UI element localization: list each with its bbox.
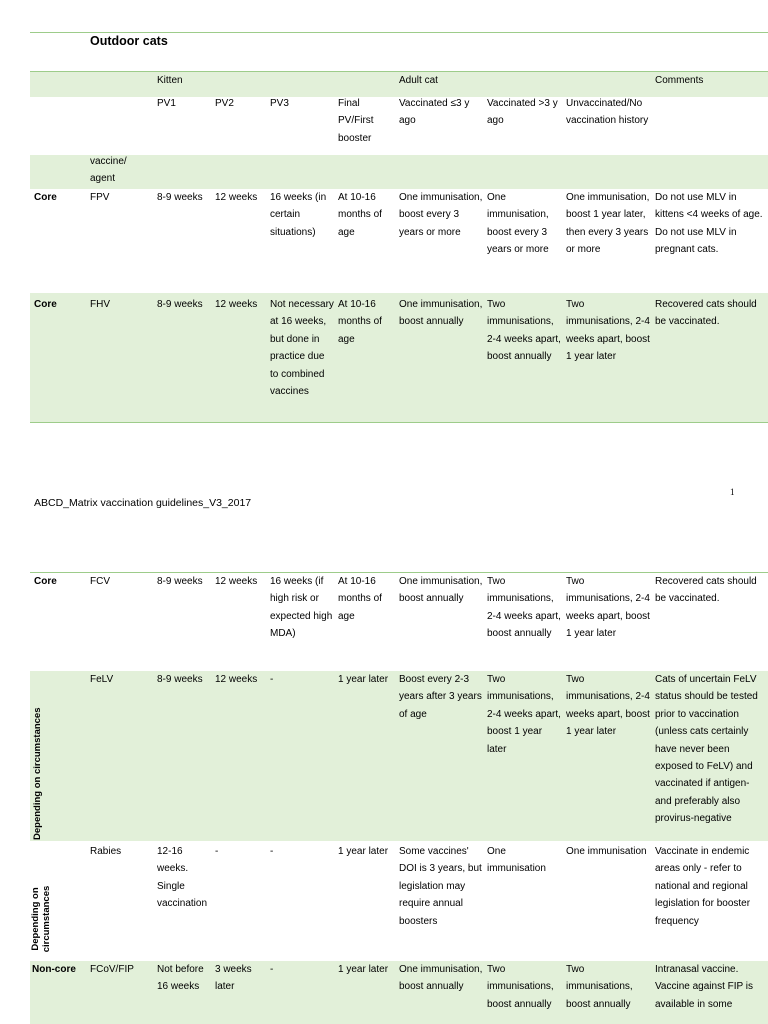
rule — [30, 71, 768, 72]
page-title: Outdoor cats — [90, 34, 168, 48]
row-category: Core — [34, 299, 57, 310]
row-final: At 10-16 months of age — [338, 299, 382, 345]
row-vacc-le3: Some vaccines' DOI is 3 years, but legislation may require annual boosters — [399, 846, 482, 927]
row-vacc-le3: Boost every 2-3 years after 3 years of age — [399, 674, 482, 720]
row-final: 1 year later — [338, 846, 389, 857]
row-pv2: 12 weeks — [215, 192, 258, 203]
row-pv3: - — [270, 674, 274, 685]
header-agent: vaccine/ agent — [90, 156, 127, 185]
row-category-vertical: Depending on circumstances — [32, 707, 43, 840]
row-final: At 10-16 months of age — [338, 192, 382, 238]
row-comments: Vaccinate in endemic areas only - refer to national and regional legislation for booster frequency — [655, 846, 751, 927]
header-comments: Comments — [655, 75, 704, 86]
row-unvacc: Two immunisations, boost annually — [566, 964, 633, 1010]
row-pv1: Not before 16 weeks — [157, 964, 204, 993]
row-category: Core — [34, 192, 57, 203]
row-category: Core — [34, 576, 57, 587]
row-final: At 10-16 months of age — [338, 576, 382, 622]
top-rule — [30, 32, 768, 33]
row-category: Non-core — [32, 964, 76, 975]
row-pv2: 3 weeks later — [215, 964, 252, 993]
rule — [30, 422, 768, 423]
row-unvacc: One immunisation — [566, 846, 647, 857]
row-vacc-le3: One immunisation, boost annually — [399, 576, 483, 605]
row-pv3: - — [270, 846, 274, 857]
row-unvacc: Two immunisations, 2-4 weeks apart, boost 1 year later — [566, 576, 650, 640]
row-unvacc: Two immunisations, 2-4 weeks apart, boost 1 year later — [566, 299, 650, 363]
row-pv3: - — [270, 964, 274, 975]
header-pv2: PV2 — [215, 98, 234, 109]
row-final: 1 year later — [338, 674, 389, 685]
page-number: 1 — [730, 487, 735, 497]
row-pv3: Not necessary at 16 weeks, but done in practice due to combined vaccines — [270, 299, 334, 398]
row-pv2: 12 weeks — [215, 299, 258, 310]
row-agent: FPV — [90, 192, 110, 203]
table-row — [30, 189, 768, 293]
table-row — [30, 671, 768, 841]
row-comments: Intranasal vaccine. Vaccine against FIP is available in some — [655, 964, 754, 1010]
row-pv3: 16 weeks (if high risk or expected high MDA) — [270, 576, 333, 640]
header-vacc-le3: Vaccinated ≤3 y ago — [399, 98, 470, 127]
header-vacc-gt3: Vaccinated >3 y ago — [487, 98, 558, 127]
table-row — [30, 573, 768, 671]
row-vacc-gt3: Two immunisations, 2-4 weeks apart, boost 1 year later — [487, 674, 561, 755]
table-row — [30, 961, 768, 1024]
row-vacc-le3: One immunisation, boost annually — [399, 299, 483, 328]
header-sub-row — [30, 95, 768, 155]
row-pv2: 12 weeks — [215, 576, 258, 587]
row-unvacc: Two immunisations, 2-4 weeks apart, boost 1 year later — [566, 674, 650, 738]
row-vacc-gt3: One immunisation, boost every 3 years or more — [487, 192, 549, 256]
row-vacc-gt3: Two immunisations, boost annually — [487, 964, 554, 1010]
row-pv2: - — [215, 846, 219, 857]
row-vacc-gt3: Two immunisations, 2-4 weeks apart, boost annually — [487, 299, 561, 363]
header-kitten: Kitten — [157, 75, 183, 86]
row-pv1: 8-9 weeks — [157, 192, 203, 203]
table-row — [30, 293, 768, 422]
row-agent: FHV — [90, 299, 110, 310]
row-vacc-le3: One immunisation, boost every 3 years or more — [399, 192, 483, 238]
row-vacc-gt3: Two immunisations, 2-4 weeks apart, boost annually — [487, 576, 561, 640]
header-final: Final PV/First booster — [338, 98, 374, 144]
header-pv1: PV1 — [157, 98, 176, 109]
row-final: 1 year later — [338, 964, 389, 975]
header-agent-row — [30, 155, 768, 189]
row-comments: Recovered cats should be vaccinated. — [655, 299, 757, 328]
row-agent: FCoV/FIP — [90, 964, 134, 975]
row-pv1: 8-9 weeks — [157, 674, 203, 685]
header-pv3: PV3 — [270, 98, 289, 109]
header-unvacc: Unvaccinated/No vaccination history — [566, 98, 649, 127]
header-group-row — [30, 72, 768, 97]
row-pv2: 12 weeks — [215, 674, 258, 685]
table-row — [30, 843, 768, 961]
row-pv3: 16 weeks (in certain situations) — [270, 192, 327, 238]
header-adult-cat: Adult cat — [399, 75, 438, 86]
row-comments: Cats of uncertain FeLV status should be tested prior to vaccination (unless cats certainly have never been exposed to FeLV) and vaccinated if antigen- and preferably also provirus-negative — [655, 674, 758, 825]
row-unvacc: One immunisation, boost 1 year later, then every 3 years or more — [566, 192, 650, 256]
row-category-vertical: Depending on circumstances — [30, 885, 52, 953]
row-pv1: 8-9 weeks — [157, 299, 203, 310]
row-agent: Rabies — [90, 846, 122, 857]
row-comments: Do not use MLV in kittens <4 weeks of age. Do not use MLV in pregnant cats. — [655, 192, 763, 256]
row-agent: FeLV — [90, 674, 114, 685]
row-vacc-gt3: One immunisation — [487, 846, 546, 875]
row-pv1: 12-16 weeks. Single vaccination — [157, 846, 208, 910]
row-pv1: 8-9 weeks — [157, 576, 203, 587]
row-vacc-le3: One immunisation, boost annually — [399, 964, 483, 993]
row-comments: Recovered cats should be vaccinated. — [655, 576, 757, 605]
row-agent: FCV — [90, 576, 110, 587]
footer-text: ABCD_Matrix vaccination guidelines_V3_2017 — [34, 497, 252, 509]
